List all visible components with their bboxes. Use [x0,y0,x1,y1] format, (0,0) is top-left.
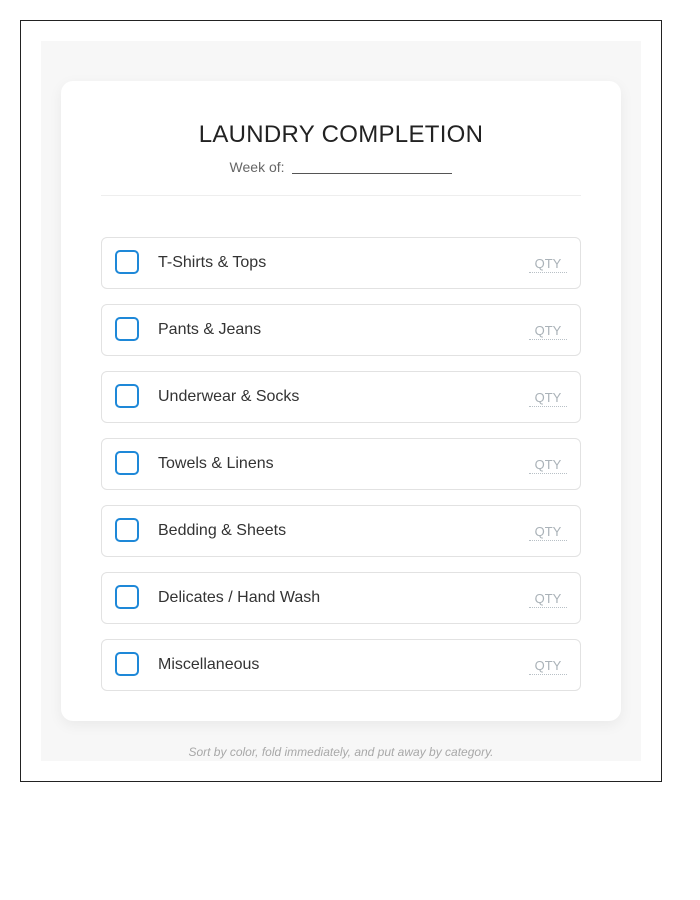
item-label: Delicates / Hand Wash [158,589,321,606]
qty-field[interactable]: QTY [529,390,567,407]
item-label: Towels & Linens [158,455,274,472]
qty-field[interactable]: QTY [529,658,567,675]
checkbox[interactable] [115,585,139,609]
checklist-item-bedding [101,505,581,557]
week-of-label: Week of: [229,159,285,175]
qty-field[interactable]: QTY [529,524,567,541]
qty-field[interactable]: QTY [529,256,567,273]
checkbox[interactable] [115,652,139,676]
checkbox[interactable] [115,518,139,542]
item-label: Miscellaneous [158,656,260,673]
checkbox[interactable] [115,317,139,341]
checklist-item-pants [101,304,581,356]
laundry-checklist [101,237,581,706]
checklist-item-underwear [101,371,581,423]
checkbox[interactable] [115,451,139,475]
checklist-item-tshirts [101,237,581,289]
item-label: Bedding & Sheets [158,522,287,539]
page-title: LAUNDRY COMPLETION [198,121,484,148]
checklist-item-delicates [101,572,581,624]
week-of-row [61,159,621,175]
checkbox[interactable] [115,384,139,408]
sheet-background [41,41,641,761]
checkbox[interactable] [115,250,139,274]
qty-field[interactable]: QTY [529,457,567,474]
week-of-field[interactable] [292,159,452,174]
footer-note: Sort by color, fold immediately, and put away by category. [188,745,494,759]
item-label: Pants & Jeans [158,321,262,338]
item-label: Underwear & Socks [158,388,300,405]
item-label: T-Shirts & Tops [158,254,267,271]
checklist-item-towels [101,438,581,490]
page-frame [20,20,662,782]
checklist-card [61,81,621,721]
header-divider [101,195,581,196]
qty-field[interactable]: QTY [529,323,567,340]
checklist-item-misc [101,639,581,691]
qty-field[interactable]: QTY [529,591,567,608]
